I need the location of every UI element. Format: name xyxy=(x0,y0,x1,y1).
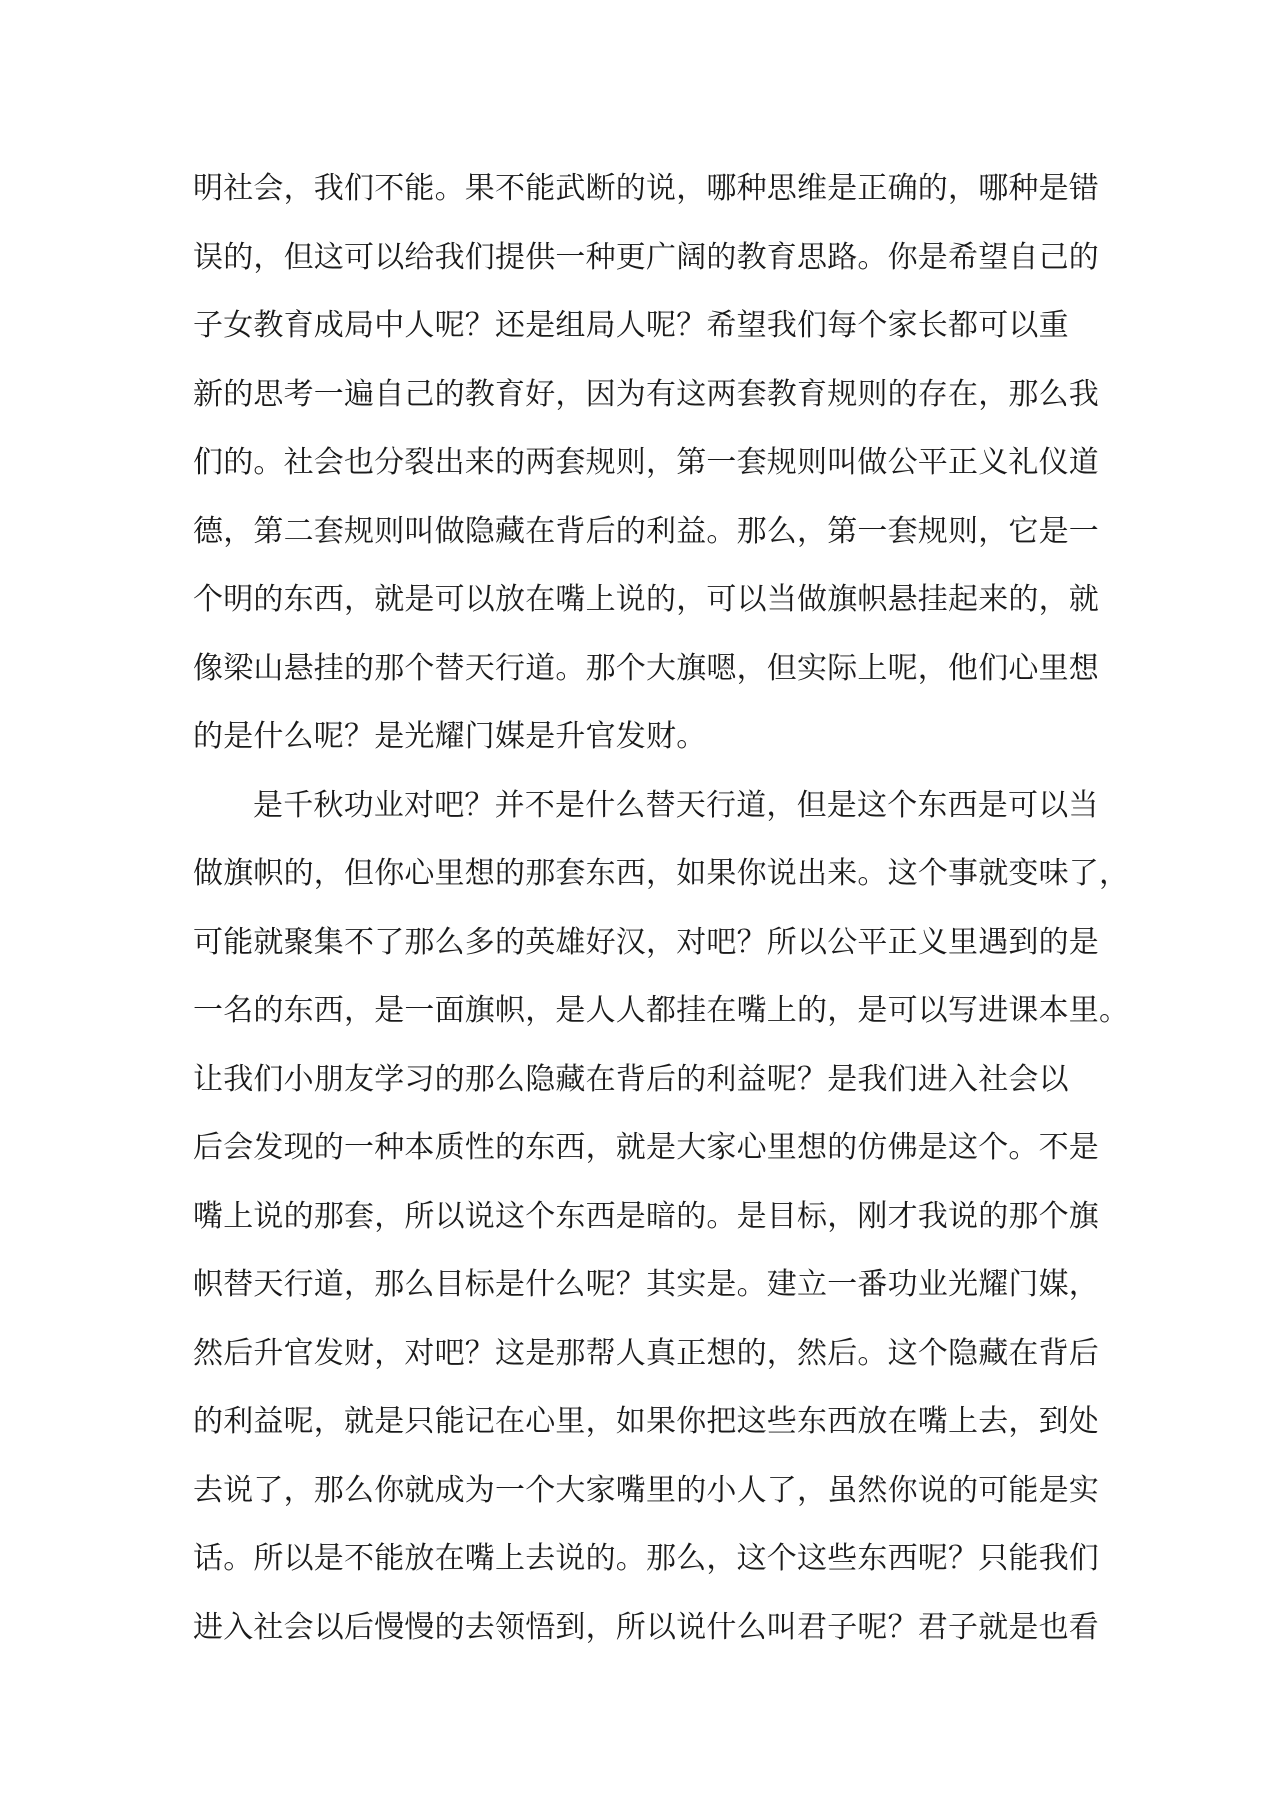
text-line: 嘴上说的那套，所以说这个东西是暗的。是目标，刚才我说的那个旗 xyxy=(193,1198,1099,1234)
paragraph-first-line: 是千秋功业对吧？并不是什么替天行道，但是这个东西是可以当 xyxy=(253,787,1099,823)
text-line: 做旗帜的，但你心里想的那套东西，如果你说出来。这个事就变味了， xyxy=(193,856,1130,891)
text-line: 们的。社会也分裂出来的两套规则，第一套规则叫做公平正义礼仪道 xyxy=(193,445,1099,480)
text-line: 个明的东西，就是可以放在嘴上说的，可以当做旗帜悬挂起来的，就 xyxy=(193,582,1099,617)
text-line: 可能就聚集不了那么多的英雄好汉，对吧？所以公平正义里遇到的是 xyxy=(193,924,1099,960)
text-line: 一名的东西，是一面旗帜，是人人都挂在嘴上的，是可以写进课本里。 xyxy=(193,993,1130,1028)
text-line: 进入社会以后慢慢的去领悟到，所以说什么叫君子呢？君子就是也看 xyxy=(193,1609,1099,1645)
text-line: 去说了，那么你就成为一个大家嘴里的小人了，虽然你说的可能是实 xyxy=(193,1472,1099,1508)
text-line: 新的思考一遍自己的教育好，因为有这两套教育规则的存在，那么我 xyxy=(193,376,1099,412)
text-line: 然后升官发财，对吧？这是那帮人真正想的，然后。这个隐藏在背后 xyxy=(193,1335,1099,1371)
body-text xyxy=(193,155,1130,1662)
text-line: 的是什么呢？是光耀门媒是升官发财。 xyxy=(193,719,707,754)
text-line: 误的，但这可以给我们提供一种更广阔的教育思路。你是希望自己的 xyxy=(193,239,1099,275)
text-line: 帜替天行道，那么目标是什么呢？其实是。建立一番功业光耀门媒， xyxy=(193,1267,1099,1302)
text-line: 像梁山悬挂的那个替天行道。那个大旗嗯，但实际上呢，他们心里想 xyxy=(193,650,1099,686)
text-line: 明社会，我们不能。果不能武断的说，哪种思维是正确的，哪种是错 xyxy=(193,171,1099,206)
text-line: 话。所以是不能放在嘴上去说的。那么，这个这些东西呢？只能我们 xyxy=(193,1541,1099,1576)
text-line: 子女教育成局中人呢？还是组局人呢？希望我们每个家长都可以重 xyxy=(193,308,1069,343)
text-line: 的利益呢，就是只能记在心里，如果你把这些东西放在嘴上去，到处 xyxy=(193,1404,1099,1439)
text-line: 德，第二套规则叫做隐藏在背后的利益。那么，第一套规则，它是一 xyxy=(193,513,1099,549)
text-line: 后会发现的一种本质性的东西，就是大家心里想的仿佛是这个。不是 xyxy=(193,1130,1099,1165)
text-line: 让我们小朋友学习的那么隐藏在背后的利益呢？是我们进入社会以 xyxy=(193,1061,1069,1097)
